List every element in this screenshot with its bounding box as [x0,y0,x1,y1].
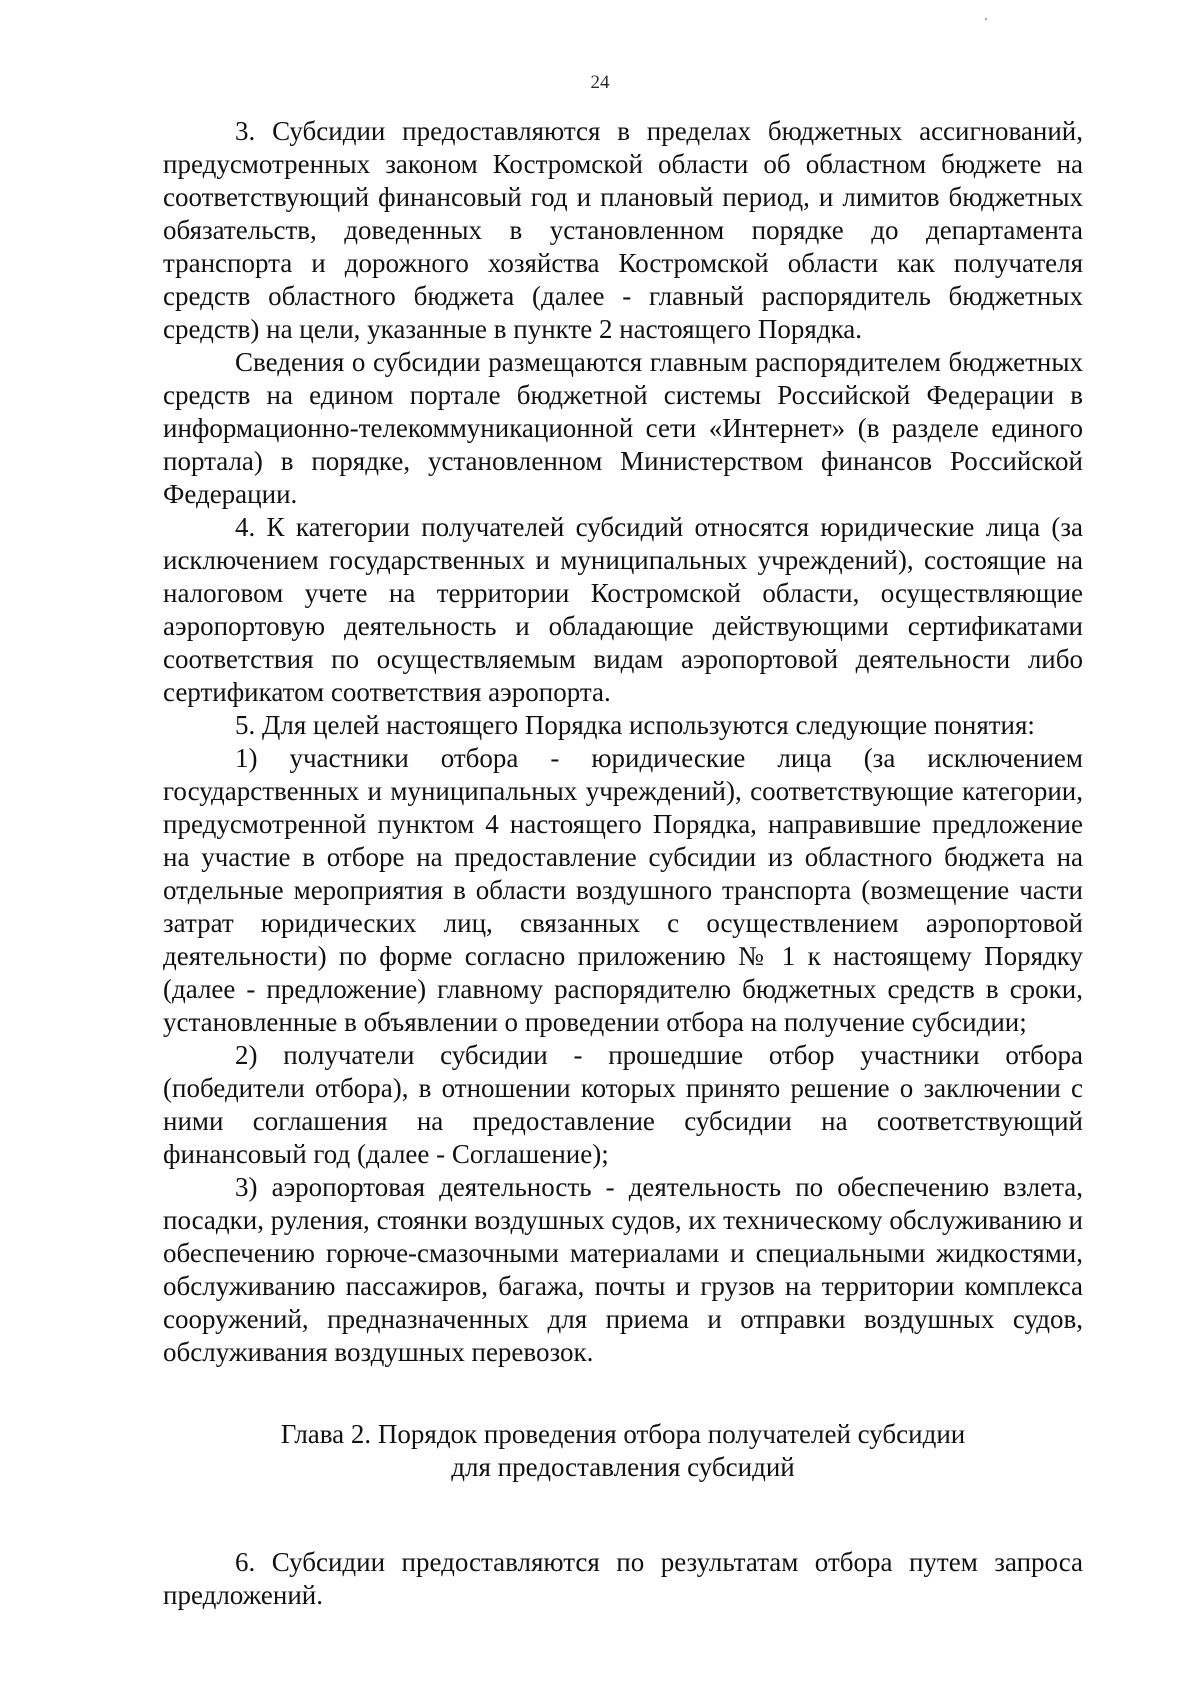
chapter-heading-line-1: Глава 2. Порядок проведения отбора получателей субсидии [280,1419,966,1449]
definition-3-airport-activity: 3) аэропортовая деятельность - деятельность по обеспечению взлета, посадки, руления, стоянки воздушных судов, их техническому обслуживанию и обеспечению горюче-смазочными материалами и специальными жидкостями, обслуживанию пассажиров, багажа, почты и грузов на территории комплекса сооружений, предназначенных для приема и отправки воздушных судов, обслуживания воздушных перевозок. [163,1172,1083,1367]
paragraph-4-recipient-categories: 4. К категории получателей субсидий относятся юридические лица (за исключением государственных и муниципальных учреждений), состоящие на налоговом учете на территории Костромской области, осуществляющие аэропортовую деятельность и обладающие действующими сертификатами соответствия по осуществляемым видам аэропортовой деятельности либо сертификатом соответствия аэропорта. [163,512,1083,707]
page-number: 24 [590,72,610,93]
definition-1-selection-participants: 1) участники отбора - юридические лица (за исключением государственных и муниципальных учреждений), соответствующие категории, предусмотренной пунктом 4 настоящего Порядка, направившие предложение на участие в отборе на предоставление субсидии из областного бюджета на отдельные мероприятия в области воздушного транспорта (возмещение части затрат юридических лиц, связанных с осуществлением аэропортовой деятельности) по форме согласно приложению № 1 к настоящему Порядку (далее - предложение) главному распорядителю бюджетных средств в сроки, установленные в объявлении о проведении отбора на получение субсидии; [163,743,1083,1037]
paragraph-subsidy-info-portal: Сведения о субсидии размещаются главным распорядителем бюджетных средств на едином портале бюджетной системы Российской Федерации в информационно-телекоммуникационной сети «Интернет» (в разделе единого портала) в порядке, установленном Министерством финансов Российской Федерации. [163,347,1083,509]
definition-2-subsidy-recipients: 2) получатели субсидии - прошедшие отбор участники отбора (победители отбора), в отношении которых принято решение о заключении с ними соглашения на предоставление субсидии на соответствующий финансовый год (далее - Соглашение); [163,1040,1083,1169]
scan-speck [985,18,987,20]
paragraph-6-selection-method: 6. Субсидии предоставляются по результатам отбора путем запроса предложений. [163,1547,1083,1610]
chapter-heading-line-2: для предоставления субсидий [451,1452,795,1482]
paragraph-5-definitions: 5. Для целей настоящего Порядка используются следующие понятия: [235,710,1035,740]
chapter-heading [163,1418,1083,1484]
paragraph-3-subsidies-limits: 3. Субсидии предоставляются в пределах бюджетных ассигнований, предусмотренных законом Костромской области об областном бюджете на соответствующий финансовый год и плановый период, и лимитов бюджетных обязательств, доведенных в установленном порядке до департамента транспорта и дорожного хозяйства Костромской области как получателя средств областного бюджета (далее - главный распорядитель бюджетных средств) на цели, указанные в пункте 2 настоящего Порядка. [163,116,1083,344]
document-body [163,115,1083,1369]
